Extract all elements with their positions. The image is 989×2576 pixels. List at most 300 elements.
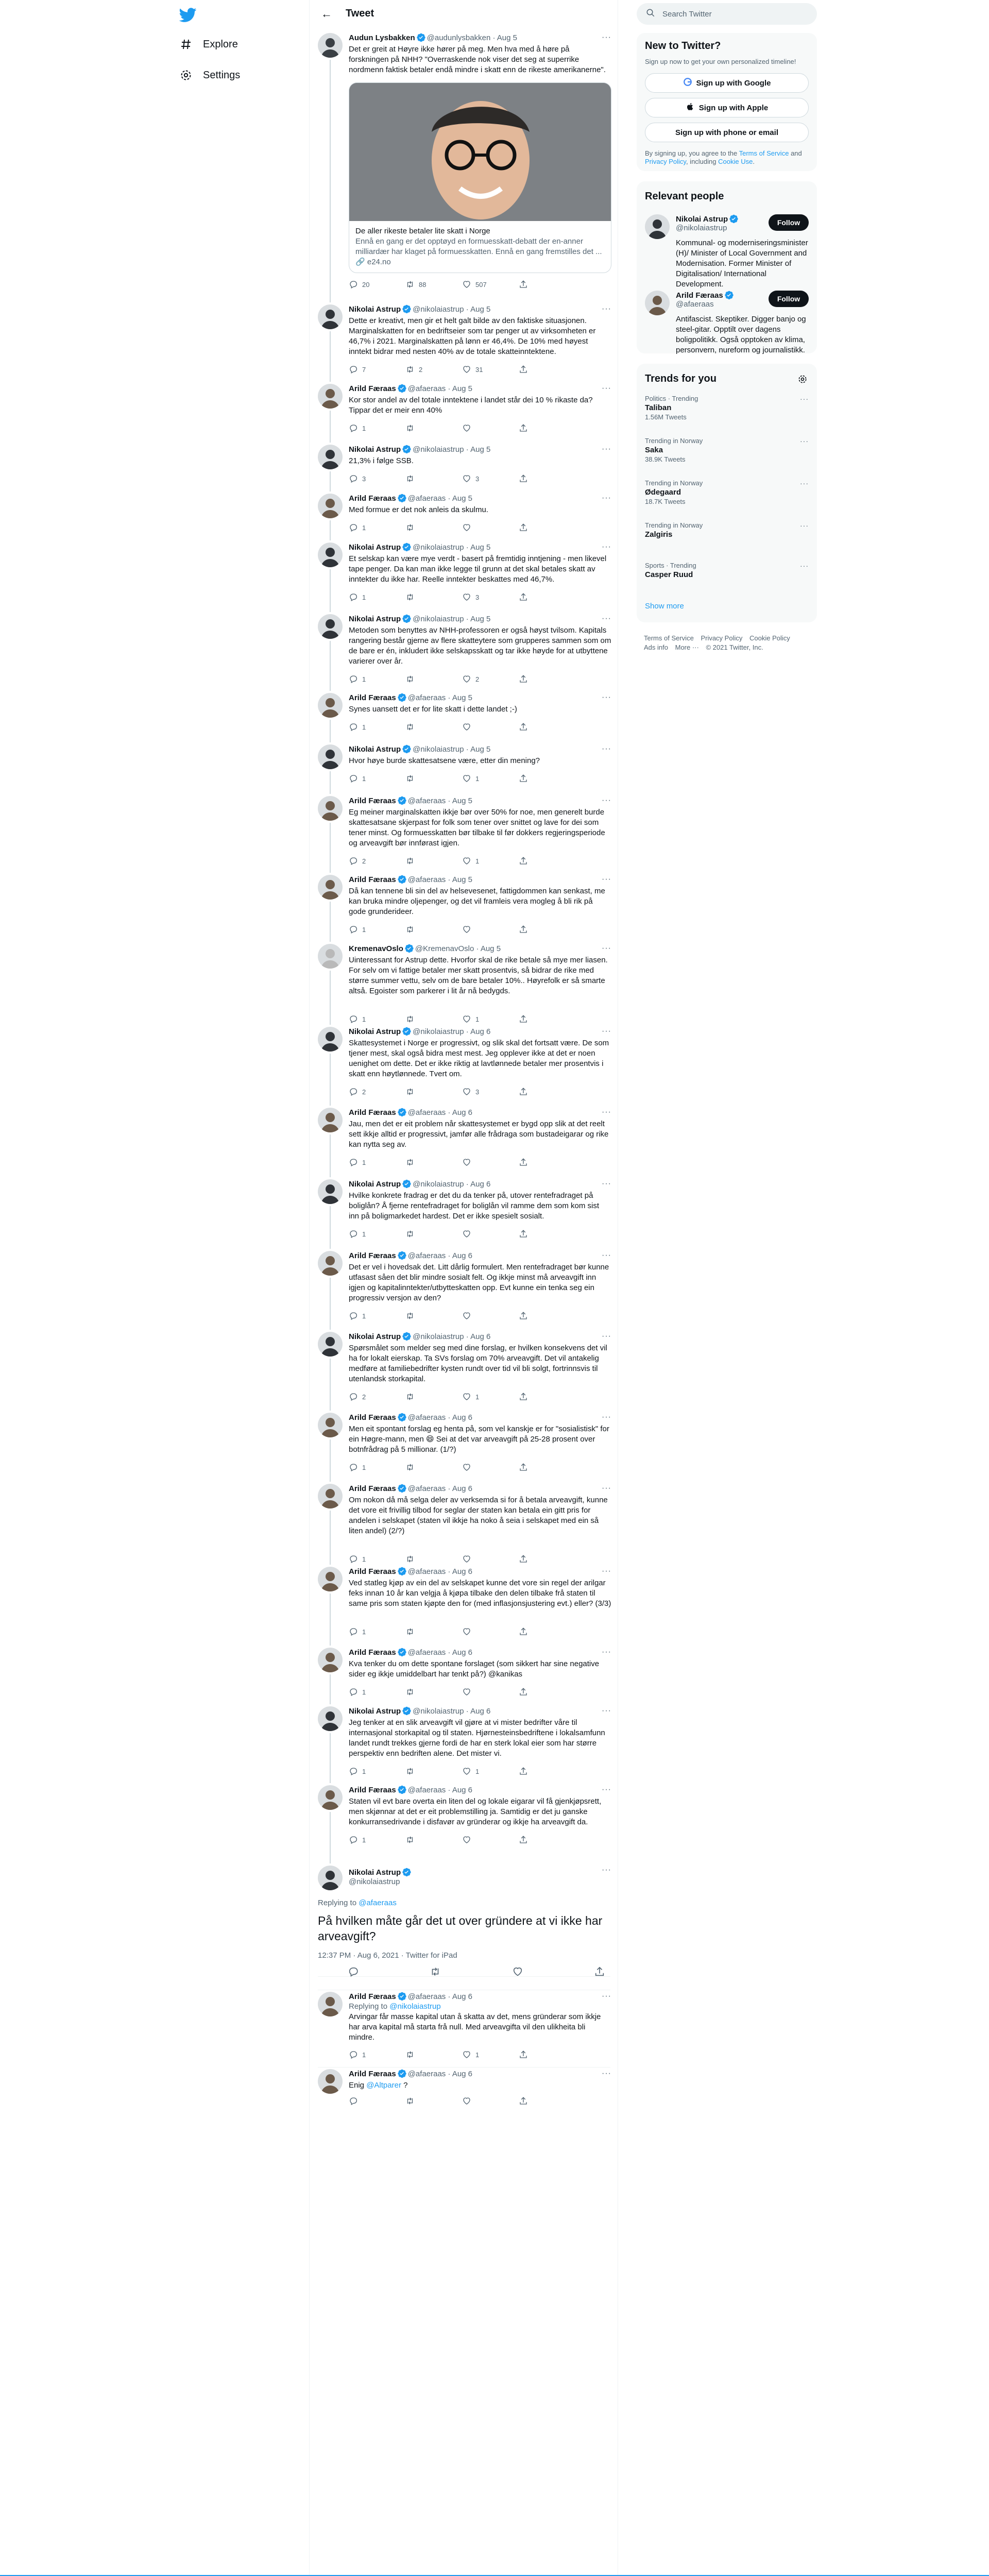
tweet-time[interactable]: · Aug 6 [466, 1707, 491, 1716]
reply-button[interactable] [349, 924, 405, 935]
retweet-button[interactable] [405, 924, 462, 935]
author-handle[interactable]: @nikolaiastrup [413, 1707, 464, 1716]
person-name[interactable]: Arild Færaas [676, 291, 723, 300]
retweet-button[interactable] [405, 1835, 462, 1845]
author-name[interactable]: Arild Færaas [349, 1567, 396, 1576]
tweet-time[interactable]: · Aug 6 [466, 1332, 491, 1341]
mention-link[interactable]: @Altparer [366, 2081, 401, 2090]
author-handle[interactable]: @nikolaiastrup [413, 615, 464, 623]
reply-button[interactable] [349, 1687, 405, 1697]
share-button[interactable] [519, 522, 575, 533]
tweet-time[interactable]: · Aug 6 [448, 1992, 473, 2001]
tweet-time[interactable]: · Aug 5 [448, 494, 473, 503]
tweet-time[interactable]: · Aug 6 [448, 1108, 473, 1117]
avatar[interactable] [318, 2069, 343, 2094]
like-button[interactable] [462, 1626, 519, 1637]
author-name[interactable]: Arild Færaas [349, 693, 396, 702]
like-button[interactable] [462, 924, 519, 935]
more-options-icon[interactable]: ··· [602, 693, 611, 702]
tweet[interactable] [318, 1648, 611, 1706]
author-name[interactable]: Nikolai Astrup [349, 745, 401, 754]
tweet[interactable] [318, 744, 611, 796]
retweet-button[interactable] [405, 592, 462, 602]
avatar[interactable] [318, 1785, 343, 1810]
author-handle[interactable]: @afaeraas [407, 1251, 446, 1260]
footer-cookie[interactable]: Cookie Policy [749, 634, 790, 642]
more-options-icon[interactable]: ··· [602, 1179, 611, 1188]
author-name[interactable]: Nikolai Astrup [349, 1180, 401, 1189]
replying-to-link[interactable]: @afaeraas [359, 1899, 397, 1907]
trend-item[interactable] [645, 521, 809, 540]
tweet[interactable] [318, 1567, 611, 1648]
tweet-time[interactable]: · Aug 5 [466, 745, 491, 754]
more-options-icon[interactable]: ··· [602, 875, 611, 884]
share-button[interactable] [519, 1311, 575, 1321]
author-handle[interactable]: @afaeraas [407, 1567, 446, 1576]
author-handle[interactable]: @afaeraas [407, 1108, 446, 1117]
author-name[interactable]: Arild Færaas [349, 384, 396, 393]
more-options-icon[interactable]: ··· [602, 1413, 611, 1421]
reply-button[interactable] [349, 1087, 405, 1097]
reply-button[interactable] [349, 1626, 405, 1637]
like-button[interactable] [462, 1687, 519, 1697]
retweet-button[interactable] [405, 1157, 462, 1167]
like-button[interactable] [462, 592, 519, 602]
tweet[interactable] [318, 1706, 611, 1785]
more-options-icon[interactable]: ··· [602, 1706, 611, 1715]
person-handle[interactable]: @nikolaiastrup [676, 224, 727, 232]
like-button[interactable] [462, 773, 519, 784]
share-button[interactable] [519, 1766, 575, 1776]
avatar[interactable] [318, 614, 343, 639]
tweet-time[interactable]: · Aug 6 [448, 1648, 473, 1657]
share-button[interactable] [519, 722, 575, 732]
like-button[interactable] [512, 1966, 523, 1977]
like-button[interactable] [462, 364, 519, 375]
author-name[interactable]: Arild Færaas [349, 1648, 396, 1657]
tweet-time[interactable]: · Aug 6 [448, 2070, 473, 2078]
author-name[interactable]: Arild Færaas [349, 2070, 396, 2078]
avatar[interactable] [318, 1332, 343, 1357]
reply-button[interactable] [348, 1966, 359, 1977]
share-button[interactable] [594, 1966, 605, 1977]
tweet[interactable] [318, 494, 611, 543]
more-options-icon[interactable]: ··· [602, 744, 611, 753]
signup-google-button[interactable] [645, 73, 809, 93]
author-name[interactable]: Nikolai Astrup [349, 1027, 401, 1036]
avatar[interactable] [318, 1992, 343, 2016]
share-button[interactable] [519, 1229, 575, 1239]
avatar[interactable] [645, 214, 670, 239]
like-button[interactable] [462, 1392, 519, 1402]
reply-button[interactable] [349, 1462, 405, 1472]
more-options-icon[interactable]: ··· [800, 479, 809, 487]
tweet-time[interactable]: · Aug 6 [448, 1567, 473, 1576]
like-button[interactable] [462, 1835, 519, 1845]
tweet[interactable] [318, 1332, 611, 1413]
more-options-icon[interactable]: ··· [602, 1785, 611, 1794]
more-options-icon[interactable]: ··· [602, 1251, 611, 1260]
author-name[interactable]: Nikolai Astrup [349, 615, 401, 623]
avatar[interactable] [318, 1108, 343, 1132]
avatar[interactable] [318, 875, 343, 900]
like-button[interactable] [462, 1311, 519, 1321]
retweet-button[interactable] [405, 473, 462, 484]
more-options-icon[interactable]: ··· [602, 1484, 611, 1493]
like-button[interactable] [462, 522, 519, 533]
reply-button[interactable] [349, 1392, 405, 1402]
more-options-icon[interactable]: ··· [800, 521, 809, 530]
author-handle[interactable]: @audunlysbakken [427, 33, 491, 42]
author-name[interactable]: KremenavOslo [349, 944, 403, 953]
retweet-button[interactable] [405, 1554, 462, 1564]
retweet-button[interactable] [405, 2096, 462, 2106]
reply-button[interactable] [349, 856, 405, 866]
like-button[interactable] [462, 2096, 519, 2106]
author-handle[interactable]: @nikolaiastrup [413, 1180, 464, 1189]
retweet-button[interactable] [405, 1311, 462, 1321]
tweet-time[interactable]: · Aug 5 [448, 384, 473, 393]
more-options-icon[interactable]: ··· [800, 395, 809, 403]
author-handle[interactable]: @afaeraas [407, 1992, 446, 2001]
retweet-button[interactable] [405, 1014, 462, 1024]
share-button[interactable] [519, 364, 575, 375]
author-handle[interactable]: @nikolaiastrup [413, 305, 464, 314]
share-button[interactable] [519, 592, 575, 602]
more-options-icon[interactable]: ··· [602, 1648, 611, 1656]
retweet-button[interactable] [405, 1626, 462, 1637]
tweet[interactable] [318, 445, 611, 494]
tweet-time[interactable]: · Aug 6 [448, 1413, 473, 1422]
avatar[interactable] [318, 944, 343, 969]
like-button[interactable] [462, 1766, 519, 1776]
like-button[interactable] [462, 1229, 519, 1239]
avatar[interactable] [318, 1251, 343, 1276]
share-button[interactable] [519, 1157, 575, 1167]
reply-button[interactable] [349, 1554, 405, 1564]
tweet-time[interactable]: · Aug 5 [448, 796, 473, 805]
like-button[interactable] [462, 279, 519, 290]
terms-link[interactable]: Terms of Service [739, 149, 789, 157]
tweet-time[interactable]: · Aug 6 [448, 1786, 473, 1794]
author-name[interactable]: Nikolai Astrup [349, 305, 401, 314]
author-handle[interactable]: @afaeraas [407, 1786, 446, 1794]
avatar[interactable] [318, 693, 343, 718]
author-name[interactable]: Arild Færaas [349, 875, 396, 884]
more-options-icon[interactable]: ··· [602, 1332, 611, 1341]
share-button[interactable] [519, 423, 575, 433]
replying-to-link[interactable]: @nikolaiastrup [389, 2002, 441, 2011]
retweet-button[interactable] [405, 1462, 462, 1472]
avatar[interactable] [318, 1179, 343, 1204]
retweet-button[interactable] [405, 1766, 462, 1776]
tweet-time[interactable]: · Aug 6 [448, 1484, 473, 1493]
more-options-icon[interactable]: ··· [800, 437, 809, 445]
cookie-use-link[interactable]: Cookie Use [718, 158, 753, 165]
nav-explore[interactable] [179, 33, 238, 56]
privacy-link[interactable]: Privacy Policy [645, 158, 686, 165]
share-button[interactable] [519, 856, 575, 866]
author-name[interactable]: Nikolai Astrup [349, 445, 401, 454]
reply-button[interactable] [349, 364, 405, 375]
avatar[interactable] [318, 1027, 343, 1052]
avatar[interactable] [318, 33, 343, 58]
reply-button[interactable] [349, 1157, 405, 1167]
reply-button[interactable] [349, 473, 405, 484]
reply-button[interactable] [349, 2049, 405, 2060]
tweet[interactable] [318, 33, 611, 304]
share-button[interactable] [519, 674, 575, 684]
like-icon [462, 1463, 475, 1472]
follow-button[interactable]: Follow [769, 214, 809, 231]
avatar[interactable] [318, 1648, 343, 1672]
tweet[interactable] [318, 1251, 611, 1332]
author-handle[interactable]: @afaeraas [407, 1413, 446, 1422]
more-options-icon[interactable]: ··· [602, 543, 611, 551]
tweet[interactable] [318, 875, 611, 944]
trend-item[interactable] [645, 479, 809, 505]
retweet-button[interactable] [405, 1087, 462, 1097]
retweet-button[interactable] [405, 773, 462, 784]
author-handle[interactable]: @afaeraas [407, 2070, 446, 2078]
follow-button[interactable]: Follow [769, 291, 809, 307]
footer-tos[interactable]: Terms of Service [644, 634, 694, 642]
signup-apple-button[interactable] [645, 98, 809, 117]
more-options-icon[interactable]: ··· [800, 562, 809, 570]
author-name[interactable]: Arild Færaas [349, 796, 396, 805]
like-button[interactable] [462, 1554, 519, 1564]
author-name[interactable]: Arild Færaas [349, 1786, 396, 1794]
share-button[interactable] [519, 473, 575, 484]
tweet-time[interactable]: · Aug 5 [466, 543, 491, 552]
person-name[interactable]: Nikolai Astrup [676, 215, 728, 224]
more-options-icon[interactable]: ··· [602, 384, 611, 393]
tweet[interactable] [318, 693, 611, 744]
author-handle[interactable]: @afaeraas [407, 1648, 446, 1657]
share-button[interactable] [519, 924, 575, 935]
tweet-time[interactable]: · Aug 5 [466, 615, 491, 623]
author-name[interactable]: Nikolai Astrup [349, 543, 401, 552]
tweet-time[interactable]: · Aug 5 [466, 445, 491, 454]
avatar[interactable] [318, 1413, 343, 1437]
avatar[interactable] [318, 1706, 343, 1731]
like-button[interactable] [462, 674, 519, 684]
tweet-time[interactable]: · Aug 6 [448, 1251, 473, 1260]
like-button[interactable] [462, 1462, 519, 1472]
retweet-button[interactable] [405, 722, 462, 732]
author-name[interactable]: Arild Færaas [349, 1251, 396, 1260]
tweet[interactable] [318, 1108, 611, 1179]
retweet-button[interactable] [405, 423, 462, 433]
avatar[interactable] [318, 445, 343, 469]
share-button[interactable] [519, 1087, 575, 1097]
retweet-button[interactable] [405, 856, 462, 866]
share-button[interactable] [519, 773, 575, 784]
avatar[interactable] [318, 384, 343, 409]
author-handle[interactable]: @nikolaiastrup [413, 745, 464, 754]
tweet[interactable] [318, 944, 611, 1027]
share-button[interactable] [519, 2049, 575, 2060]
more-options-icon[interactable]: ··· [602, 33, 611, 42]
footer-privacy[interactable]: Privacy Policy [701, 634, 743, 642]
retweet-button[interactable] [405, 522, 462, 533]
tweet-time[interactable]: · Aug 5 [466, 305, 491, 314]
like-button[interactable] [462, 1087, 519, 1097]
like-button[interactable] [462, 1157, 519, 1167]
reply-button[interactable] [349, 722, 405, 732]
share-button[interactable] [519, 1835, 575, 1845]
share-button[interactable] [519, 1626, 575, 1637]
reply-button[interactable] [349, 279, 405, 290]
reply-button[interactable] [349, 1311, 405, 1321]
author-handle[interactable]: @afaeraas [407, 384, 446, 393]
tweet[interactable] [318, 1027, 611, 1108]
author-handle[interactable]: @nikolaiastrup [413, 445, 464, 454]
tweet-time[interactable]: · Aug 5 [448, 693, 473, 702]
footer-ads[interactable]: Ads info [644, 643, 668, 651]
tweet-time[interactable]: · Aug 5 [476, 944, 501, 953]
reply-button[interactable] [349, 2096, 405, 2106]
trend-item[interactable] [645, 437, 809, 463]
author-name[interactable]: Nikolai Astrup [349, 1707, 401, 1716]
reply-tweet[interactable] [318, 1992, 611, 2064]
like-button[interactable] [462, 423, 519, 433]
like-button[interactable] [462, 473, 519, 484]
tweet-time[interactable]: · Aug 6 [466, 1027, 491, 1036]
reply-button[interactable] [349, 1014, 405, 1024]
author-name[interactable]: Arild Færaas [349, 1484, 396, 1493]
like-button[interactable] [462, 2049, 519, 2060]
tweet[interactable] [318, 796, 611, 875]
more-options-icon[interactable]: ··· [602, 1866, 611, 1874]
more-options-icon[interactable]: ··· [602, 614, 611, 623]
author-handle[interactable]: @KremenavOslo [415, 944, 474, 953]
more-options-icon[interactable]: ··· [602, 445, 611, 453]
tweet[interactable] [318, 1484, 611, 1567]
more-options-icon[interactable]: ··· [602, 2069, 611, 2078]
share-button[interactable] [519, 1554, 575, 1564]
author-name[interactable]: Audun Lysbakken [349, 33, 415, 42]
share-button[interactable] [519, 1687, 575, 1697]
tweet[interactable] [318, 384, 611, 445]
share-button[interactable] [519, 2096, 575, 2106]
author-name[interactable]: Arild Færaas [349, 1413, 396, 1422]
reply-button[interactable] [349, 1229, 405, 1239]
more-options-icon[interactable]: ··· [602, 1027, 611, 1036]
avatar[interactable] [318, 304, 343, 329]
tweet[interactable] [318, 543, 611, 614]
share-button[interactable] [519, 1392, 575, 1402]
more-options-icon[interactable]: ··· [602, 1992, 611, 2001]
twitter-logo-icon[interactable] [179, 6, 200, 27]
search-box[interactable] [637, 3, 817, 25]
avatar[interactable] [318, 1866, 343, 1890]
share-button[interactable] [519, 1462, 575, 1472]
more-options-icon[interactable]: ··· [602, 494, 611, 502]
author-handle[interactable]: @nikolaiastrup [413, 543, 464, 552]
avatar[interactable] [645, 291, 670, 315]
author-handle[interactable]: @afaeraas [407, 796, 446, 805]
share-button[interactable] [519, 1014, 575, 1024]
author-name[interactable]: Arild Færaas [349, 1108, 396, 1117]
tweet-body [349, 944, 611, 996]
retweet-button[interactable] [405, 279, 462, 290]
author-name[interactable]: Arild Færaas [349, 494, 396, 503]
main-author[interactable] [349, 1868, 413, 1887]
retweet-button[interactable] [430, 1966, 441, 1977]
retweet-button[interactable] [405, 1392, 462, 1402]
more-options-icon[interactable]: ··· [602, 796, 611, 805]
tweet[interactable] [318, 1413, 611, 1484]
retweet-button[interactable] [405, 364, 462, 375]
avatar[interactable] [318, 494, 343, 518]
retweet-button[interactable] [405, 1687, 462, 1697]
reply-tweet[interactable] [318, 2069, 611, 2141]
tweet[interactable] [318, 614, 611, 693]
trend-item[interactable] [645, 395, 809, 421]
avatar[interactable] [318, 796, 343, 821]
show-more-link[interactable]: Show more [645, 602, 684, 611]
tweet[interactable] [318, 304, 611, 384]
tweet-time[interactable]: · Aug 6 [466, 1180, 491, 1189]
reply-button[interactable] [349, 674, 405, 684]
retweet-button[interactable] [405, 674, 462, 684]
trend-item[interactable] [645, 562, 809, 580]
author-handle[interactable]: @nikolaiastrup [413, 1027, 464, 1036]
avatar[interactable] [318, 1484, 343, 1509]
more-options-icon[interactable]: ··· [602, 1567, 611, 1575]
tweet-time[interactable]: · Aug 5 [448, 875, 473, 884]
footer-more[interactable]: More ··· [675, 643, 699, 651]
retweet-button[interactable] [405, 1229, 462, 1239]
author-name[interactable]: Arild Færaas [349, 1992, 396, 2001]
like-button[interactable] [462, 722, 519, 732]
more-options-icon[interactable]: ··· [602, 1108, 611, 1116]
retweet-button[interactable] [405, 2049, 462, 2060]
author-handle[interactable]: @afaeraas [407, 875, 446, 884]
reply-button[interactable] [349, 423, 405, 433]
like-button[interactable] [462, 856, 519, 866]
reply-button[interactable] [349, 1835, 405, 1845]
tweet[interactable] [318, 1785, 611, 1866]
more-options-icon[interactable]: ··· [602, 944, 611, 953]
author-handle[interactable]: @afaeraas [407, 1484, 446, 1493]
avatar[interactable] [318, 744, 343, 769]
tweet-time[interactable]: · Aug 5 [492, 33, 517, 42]
back-arrow-icon[interactable]: ← [321, 7, 332, 20]
trends-settings-icon[interactable] [797, 374, 808, 387]
main-tweet-meta[interactable]: 12:37 PM · Aug 6, 2021 · Twitter for iPad [318, 1951, 457, 1960]
reply-button[interactable] [349, 592, 405, 602]
person-handle[interactable]: @afaeraas [676, 300, 714, 309]
more-options-icon[interactable]: ··· [602, 304, 611, 313]
tweet[interactable] [318, 1179, 611, 1251]
avatar[interactable] [318, 543, 343, 567]
avatar[interactable] [318, 1567, 343, 1591]
nav-settings[interactable] [179, 64, 240, 87]
like-button[interactable] [462, 1014, 519, 1024]
share-button[interactable] [519, 279, 575, 290]
author-handle[interactable]: @afaeraas [407, 693, 446, 702]
link-card[interactable] [349, 82, 611, 273]
reply-button[interactable] [349, 773, 405, 784]
reply-button[interactable] [349, 522, 405, 533]
author-handle[interactable]: @afaeraas [407, 494, 446, 503]
signup-phone-button[interactable] [645, 123, 809, 142]
author-handle[interactable]: @nikolaiastrup [413, 1332, 464, 1341]
author-name[interactable]: Nikolai Astrup [349, 1332, 401, 1341]
reply-button[interactable] [349, 1766, 405, 1776]
